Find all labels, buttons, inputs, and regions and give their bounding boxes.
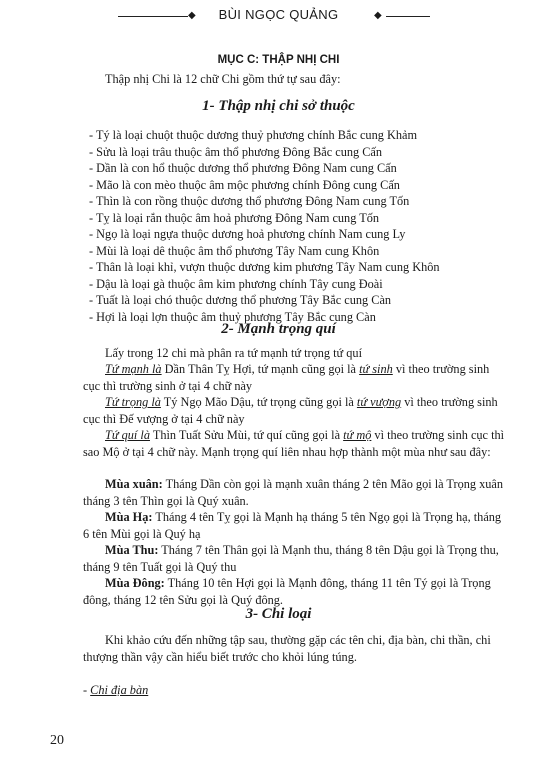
list-item: - Tý là loại chuột thuộc dương thuỷ phương chính Bắc cung Khảm	[89, 128, 418, 142]
paragraph-tu-trong	[83, 394, 509, 427]
sub-item	[83, 682, 509, 699]
season-text: Tháng Dần còn gọi là mạnh xuân tháng 2 tên Mão gọi là Trọng xuân tháng 3 tên Thìn gọi là Quý xuân.	[83, 477, 504, 508]
paragraph-tu-qui	[83, 427, 509, 460]
diamond-ornament-icon: ◆	[188, 10, 196, 21]
list-item: - Dần là con hổ thuộc dương thổ phương Đông Nam cung Cấn	[89, 161, 397, 175]
term-tu-mo: tứ mộ	[343, 428, 372, 442]
chi-list	[89, 127, 440, 325]
list-item: - Thân là loại khỉ, vượn thuộc dương kim phương Tây Nam cung Khôn	[89, 260, 440, 274]
list-item: - Hợi là loại lợn thuộc âm thuỷ phương Tây Bắc cung Càn	[89, 309, 376, 324]
paragraph-mua-thu	[83, 542, 509, 575]
page-number: 20	[50, 733, 64, 748]
paragraph-text: vì theo trường sinh cục thì trường sinh ở tại 4 chữ này	[83, 362, 490, 393]
paragraph-text: vì theo trường sinh cục thì Đế vượng ở tại 4 chữ này	[83, 395, 498, 426]
heading-1: 1- Thập nhị chi sở thuộc	[202, 98, 355, 114]
season-text: Tháng 10 tên Hợi gọi là Mạnh đông, tháng 11 tên Tý gọi là Trọng đông, tháng 12 tên Sửu gọi là Quý đông.	[83, 576, 491, 607]
list-item: - Sửu là loại trâu thuộc âm thổ phương Đông Bắc cung Cấn	[89, 144, 383, 159]
running-header	[0, 4, 557, 26]
paragraph-mua-ha	[83, 509, 509, 542]
paragraph-chi-loai: Khi khảo cứu đến những tập sau, thường gặp các tên chi, địa bàn, chi thần, chi thượng thần vậy cần hiểu biết trước cho khỏi lúng túng.	[83, 633, 491, 664]
season-name: Mùa xuân:	[105, 477, 163, 491]
term-tu-vuong: tứ vượng	[356, 395, 402, 409]
header-rule-right	[386, 16, 430, 17]
diamond-ornament-icon: ◆	[374, 10, 382, 21]
list-item: - Mão là con mèo thuộc âm mộc phương chính Đông cung Cấn	[89, 177, 400, 192]
sub-item-label: Chi địa bàn	[90, 683, 149, 697]
season-name: Mùa Thu:	[105, 543, 159, 557]
season-name: Mùa Đông:	[105, 576, 165, 590]
paragraph-tu-manh	[83, 361, 509, 394]
sub-item-dash: -	[83, 683, 91, 697]
paragraph-mua-xuan	[83, 476, 509, 509]
heading-3: 3- Chi loại	[245, 606, 312, 622]
paragraph-text: Thìn Tuất Sửu Mùi, tứ quí cũng gọi là	[149, 428, 344, 442]
section-title: MỤC C: THẬP NHỊ CHI	[217, 54, 340, 66]
list-item: - Ngọ là loại ngựa thuộc dương hoả phương chính Nam cung Ly	[89, 227, 406, 241]
paragraph-text: Dần Thân Tỵ Hợi, tứ mạnh cũng gọi là	[161, 362, 360, 376]
list-item: - Tuất là loại chó thuộc dương thổ phương Tây Bắc cung Càn	[89, 293, 392, 307]
paragraph-text: vì theo trường sinh cục thì sao Mộ ở tại 4 chữ này. Mạnh trọng quí liên nhau hợp thành một mùa như sau đây:	[83, 428, 505, 459]
heading-2: 2- Mạnh trọng quí	[221, 321, 336, 337]
term-tu-sinh: tứ sinh	[359, 362, 393, 376]
intro-text: Thập nhị Chi là 12 chữ Chi gồm thứ tự sau đây:	[105, 72, 341, 86]
season-text: Tháng 7 tên Thân gọi là Mạnh thu, tháng 8 tên Dậu gọi là Trọng thu, tháng 9 tên Tuất gọi là Quý thu	[83, 543, 499, 574]
paragraph-intro-manh-trong-qui: Lấy trong 12 chi mà phân ra tứ mạnh tứ trọng tứ quí	[105, 346, 362, 360]
list-item: - Mùi là loại dê thuộc âm thổ phương Tây Nam cung Khôn	[89, 243, 380, 258]
list-item: - Tỵ là loại rắn thuộc âm hoả phương Đông Nam cung Tốn	[89, 210, 380, 225]
term-tu-manh: Tứ mạnh là	[105, 362, 162, 376]
term-tu-trong: Tứ trọng là	[105, 395, 161, 409]
list-item: - Thìn là con rồng thuộc dương thổ phương Đông Nam cung Tốn	[89, 194, 410, 208]
paragraph-text: Tý Ngọ Mão Dậu, tứ trọng cũng gọi là	[160, 395, 357, 409]
header-author: BÙI NGỌC QUẢNG	[218, 7, 339, 22]
paragraph-mua-dong	[83, 575, 509, 608]
list-item: - Dậu là loại gà thuộc âm kim phương chính Tây cung Đoài	[89, 276, 383, 291]
season-name: Mùa Hạ:	[105, 510, 153, 524]
term-tu-qui: Tứ quí là	[105, 428, 150, 442]
season-text: Tháng 4 tên Tỵ gọi là Mạnh hạ tháng 5 tên Ngọ gọi là Trọng hạ, tháng 6 tên Mùi gọi là Quý hạ	[83, 510, 502, 541]
